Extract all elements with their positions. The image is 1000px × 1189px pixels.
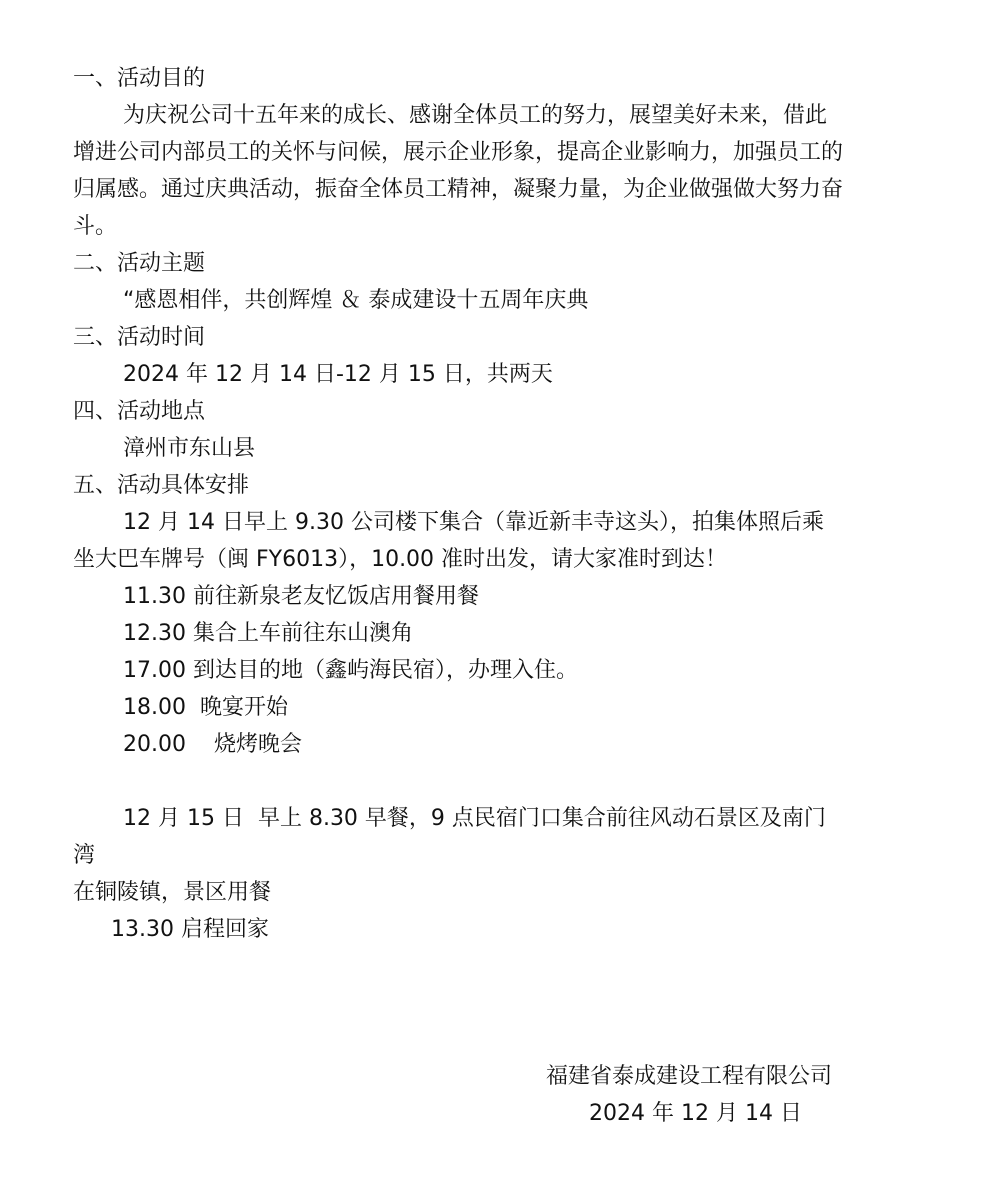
blank-line [73,763,853,800]
time-text: 2024 年 12 月 14 日-12 月 15 日，共两天 [123,362,553,387]
signature-block [546,1058,832,1132]
signature-date: 2024 年 12 月 14 日 [589,1101,802,1126]
section-heading-purpose: 一、活动目的 [73,66,206,91]
schedule-day2-intro: 12 月 15 日 早上 8.30 早餐，9 点民宿门口集合前往风动石景区及南门湾 [73,806,826,868]
schedule-item: 18.00 晚宴开始 [123,695,288,720]
schedule-item: 20.00 烧烤晚会 [123,732,302,757]
schedule-item: 12.30 集合上车前往东山澳角 [123,621,413,646]
section-heading-schedule: 五、活动具体安排 [73,473,250,498]
document-body [73,60,853,948]
section-heading-theme: 二、活动主题 [73,251,206,276]
section-heading-location: 四、活动地点 [73,399,206,424]
location-text: 漳州市东山县 [123,436,256,461]
theme-text: “感恩相伴，共创辉煌 ＆ 泰成建设十五周年庆典 [123,288,589,313]
schedule-day1-intro: 12 月 14 日早上 9.30 公司楼下集合（靠近新丰寺这头），拍集体照后乘坐大巴车牌号（闽 FY6013），10.00 准时出发，请大家准时到达！ [73,510,824,572]
schedule-day2-line: 13.30 启程回家 [111,917,269,942]
section-heading-time: 三、活动时间 [73,325,206,350]
purpose-paragraph: 为庆祝公司十五年来的成长、感谢全体员工的努力，展望美好未来，借此增进公司内部员工的关怀与问候，展示企业形象，提高企业影响力，加强员工的归属感。通过庆典活动，振奋全体员工精神，凝聚力量，为企业做强做大努力奋斗。 [73,103,844,239]
schedule-item: 17.00 到达目的地（鑫屿海民宿），办理入住。 [123,658,578,683]
schedule-item: 11.30 前往新泉老友忆饭店用餐用餐 [123,584,479,609]
company-name: 福建省泰成建设工程有限公司 [545,1064,832,1089]
schedule-day2-line: 在铜陵镇，景区用餐 [73,880,272,905]
